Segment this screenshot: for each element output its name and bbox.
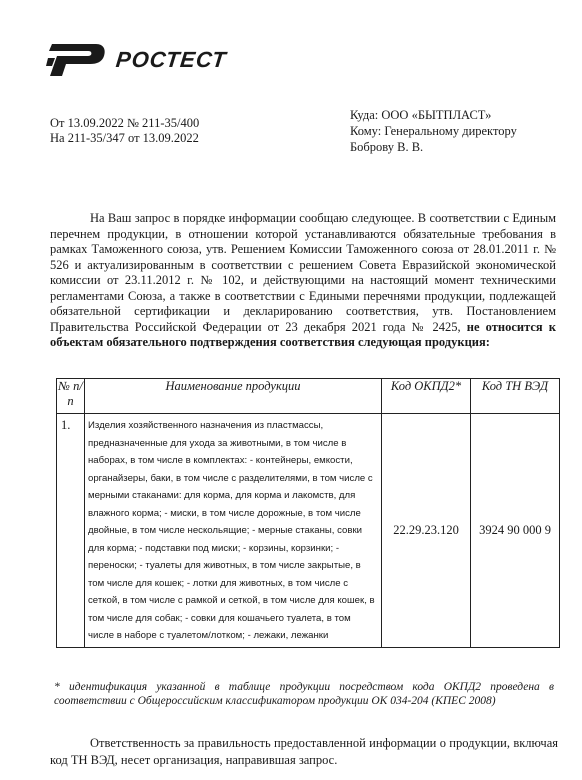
footnote: * идентификация указанной в таблице продукции посредством кода ОКПД2 проведена в соответствии с Общероссийским классификатором продукции ОК 034-204 (КПЕС 2008): [54, 681, 554, 707]
rostest-logo: [46, 40, 226, 80]
outgoing-reference: [50, 116, 199, 146]
rostest-emblem-icon: [46, 41, 106, 79]
table-row: [57, 414, 560, 648]
addressee-block: [350, 107, 517, 155]
row-okpd-code: 22.29.23.120: [382, 414, 471, 648]
body-bold-conclusion: не относится к объектам обязательного подтверждения соответствия следующая продукция:: [50, 319, 556, 349]
header-okpd-code: Код ОКПД2*: [382, 379, 471, 414]
row-number: 1.: [57, 414, 85, 648]
reference-number: От 13.09.2022 № 211-35/400: [50, 116, 200, 130]
addressee-organization: Куда: ООО «БЫТПЛАСТ»: [350, 108, 492, 122]
header-number: № п/п: [57, 379, 85, 414]
header-tnved-code: Код ТН ВЭД: [471, 379, 560, 414]
row-product-name: Изделия хозяйственного назначения из пластмассы, предназначенные для ухода за животными, в том числе в наборах, в том числе в комплектах: - контейнеры, емкости, органайзеры, баки, в том числе с разделителями, в том числе с мерными стаканами: для корма, для корма и лакомств, для влажного корма; - миски, в том числе дорожные, в том числе двойные, в том числе нескольящие; - мерные стаканы, совки для корма; - подставки под миски; - корзины, корзинки; - переноски; - туалеты для животных, в том числе закрытые, в том числе для кошек; - лотки для животных, в том числе с сеткой, в том числе с рамкой и сеткой, в том числе для кошек, в том числе для собак; - совки для кошачьего туалета, в том числе в наборе с туалетом/лотком; - лежаки, лежанки: [85, 414, 382, 648]
table-header-row: [57, 379, 560, 414]
body-paragraph: На Ваш запрос в порядке информации сообщаю следующее. В соответствии с Единым перечнем продукции, в отношении которой устанавливаются обязательные требования в рамках Таможенного союза, утв. Решением Комиссии Таможенного союза от 28.01.2011 г. № 526 и актуализированным в соответствии с решением Совета Евразийской экономической комиссии от 23.11.2012 г. № 102, и действующими на настоящий момент техническими регламентами Союза, а также в соответствии с Едиными перечнями продукции, подлежащей обязательной сертификации и декларированию соответствия, утв. Постановлением Правительства Российской Федерации от 23 декабря 2021 года № 2425,: [50, 211, 556, 334]
logo-text: РОСТЕСТ: [114, 47, 228, 72]
products-table: [56, 378, 560, 648]
reply-reference: На 211-35/347 от 13.09.2022: [50, 131, 199, 145]
addressee-name: Боброву В. В.: [350, 140, 424, 154]
closing-paragraph: Ответственность за правильность предоставленной информации о продукции, включая код ТН ВЭД, несет организация, направившая запрос.: [50, 736, 558, 767]
header-product-name: Наименование продукции: [85, 379, 382, 414]
addressee-position: Кому: Генеральному директору: [350, 124, 517, 138]
row-tnved-code: 3924 90 000 9: [471, 414, 560, 648]
letter-body: [50, 211, 556, 351]
